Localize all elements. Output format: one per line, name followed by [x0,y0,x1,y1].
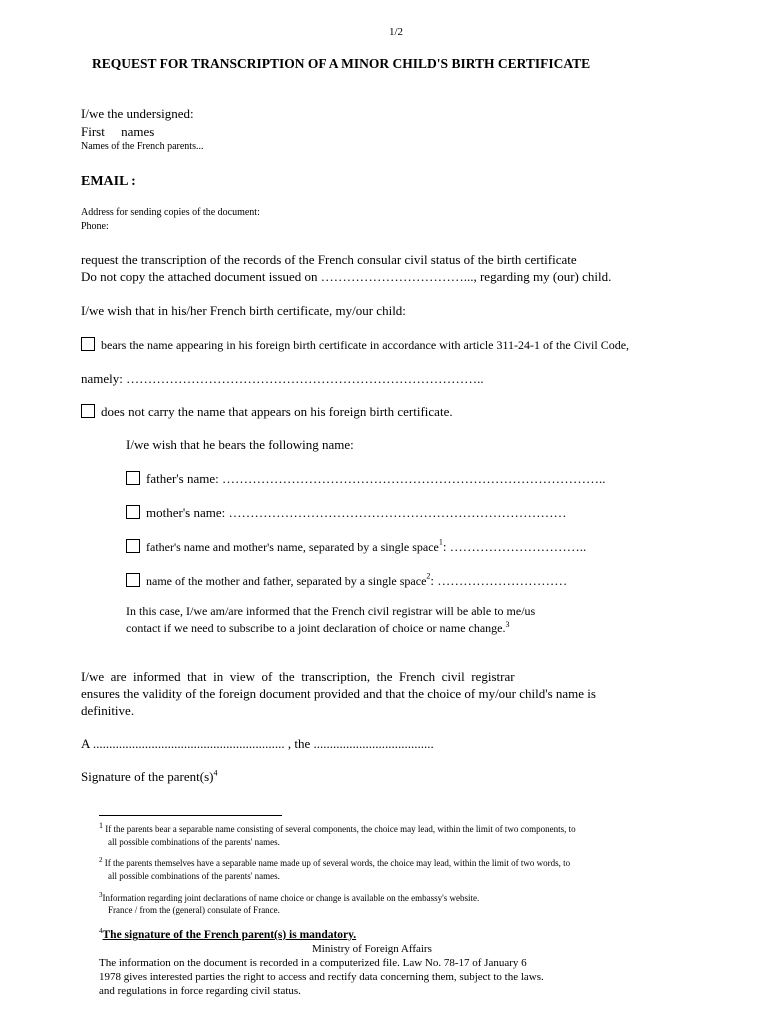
footnote-ref-3: 3 [505,620,510,629]
request-line-2: Do not copy the attached document issued on ……………………………..., regarding my (our) child. [81,269,612,284]
mother-name-checkbox[interactable] [126,505,140,519]
footnote-separator [99,815,282,816]
father-mother-label: father's name and mother's name, separated by a single space [146,540,439,554]
footnote-1-cont: all possible combinations of the parents' names. [108,837,280,847]
not-foreign-name-checkbox[interactable] [81,404,95,418]
ministry-label: Ministry of Foreign Affairs [312,943,432,955]
undersigned-heading: I/we the undersigned: [81,106,194,121]
wish-intro: I/we wish that in his/her French birth certificate, my/our child: [81,303,406,318]
address-label: Address for sending copies of the document: [81,207,260,218]
foreign-name-label: bears the name appearing in his foreign birth certificate in accordance with article 311-24-1 of the Civil Code, [101,338,630,352]
footnote-ref-4: 4 [213,768,218,778]
foreign-name-checkbox[interactable] [81,337,95,351]
request-line-1: request the transcription of the records of the French consular civil status of the birth certificate [81,252,577,267]
first-names-label: First names [81,124,155,139]
privacy-line-1: The information on the document is recorded in a computerized file. Law No. 78-17 of January 6 [99,957,527,969]
option-father-mother-name [126,538,586,556]
father-name-checkbox[interactable] [126,471,140,485]
place-date-line: A ........................................................... , the ..................................... [81,736,434,751]
signature-label: Signature of the $parent(s)^4$ [81,768,218,784]
footnote-2-cont: all possible combinations of the parents' names. [108,871,280,881]
mother-father-blank: : ………………………… [430,573,568,588]
mother-name-label: mother's name: …………………………………………………………………… [146,505,567,520]
page-number: 1/2 [389,26,404,38]
option-mother-father-name [126,572,567,590]
option-foreign-name [81,336,629,354]
mother-father-checkbox[interactable] [126,573,140,587]
registrar-note-line-2: contact if we need to subscribe to a joint declaration of choice or name change.$^3$ [126,620,510,635]
informed-line-1: I/we are informed that in view of the transcription, the French civil registrar [81,669,515,684]
mother-father-label: name of the mother and father, separated by a single space [146,574,427,588]
option-not-foreign-name [81,403,453,421]
option-mother-name [126,504,567,522]
footnote-3-cont: France / from the (general) consulate of France. [108,905,280,915]
following-name-heading: I/we wish that he bears the following name: [126,437,354,452]
page-title: REQUEST FOR TRANSCRIPTION OF A MINOR CHILD'S BIRTH CERTIFICATE [92,56,591,71]
privacy-line-3: and regulations in force regarding civil status. [99,985,301,997]
footnote-3: $^3$Information regarding joint declarations of name choice or change is available on the embassy's website. [99,891,480,903]
footnote-1: $^1$ If the parents bear a separable name consisting of several components, the choice may lead, within the limit of two components, to [99,821,576,834]
father-name-label: father's name: …………………………………………………………………………….. [146,471,606,486]
footnote-2: $^2$ If the parents themselves have a separable name made up of several words, the choice may lead, within the limit of two words, to [99,856,571,868]
option-father-name [126,470,605,488]
not-foreign-name-label: does not carry the name that appears on his foreign birth certificate. [101,404,453,419]
french-parents-label: Names of the French parents... [81,141,204,152]
informed-line-3: definitive. [81,703,135,718]
registrar-note-line-1: In this case, I/we am/are informed that the French civil registrar will be able to me/us [126,604,536,618]
phone-label: Phone: [81,221,109,232]
privacy-line-2: 1978 gives interested parties the right to access and rectify data concerning them, subject to the laws. [99,971,544,983]
father-mother-blank: : ………………………….. [442,539,587,554]
footnote-ref-2: 2 [426,571,431,581]
father-mother-checkbox[interactable] [126,539,140,553]
namely-line: namely: ……………………………………………………………………….. [81,371,484,386]
email-label: EMAIL : [81,174,136,189]
informed-line-2: ensures the validity of the foreign document provided and that the choice of my/our child's name is [81,686,596,701]
footnote-4: $^4$The signature of the French parent(s) is mandatory. [99,927,357,941]
footnote-ref-1: 1 [438,537,443,547]
